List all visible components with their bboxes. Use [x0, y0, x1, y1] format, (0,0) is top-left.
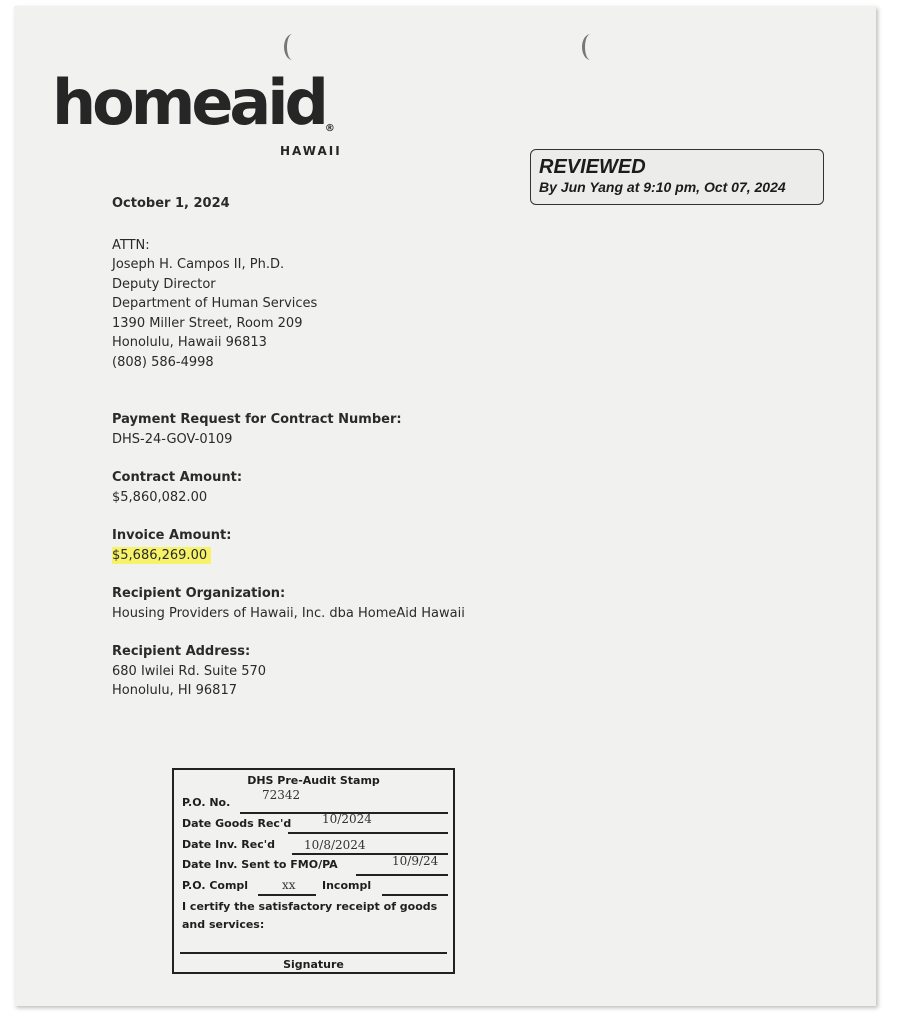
reviewed-stamp	[530, 149, 824, 205]
compl-underline	[258, 894, 316, 896]
sent-label: Date Inv. Sent to FMO/PA	[182, 858, 338, 871]
goods-underline	[288, 832, 448, 834]
goods-value: 10/2024	[322, 812, 372, 826]
attn-line: Honolulu, Hawaii 96813	[112, 335, 267, 350]
punch-hole	[582, 34, 599, 60]
reviewed-detail: By Jun Yang at 9:10 pm, Oct 07, 2024	[539, 179, 786, 195]
compl-value: xx	[282, 878, 296, 892]
recipient-address-line: 680 Iwilei Rd. Suite 570	[112, 663, 267, 679]
attn-line: 1390 Miller Street, Room 209	[112, 315, 303, 331]
incompl-underline	[382, 894, 448, 896]
reviewed-title: REVIEWED	[539, 156, 646, 178]
inv-value: 10/8/2024	[304, 838, 366, 852]
signature-label: Signature	[283, 958, 344, 971]
incompl-label: Incompl	[322, 879, 372, 892]
sent-underline	[356, 874, 448, 876]
sent-value: 10/9/24	[392, 854, 439, 868]
contract-number-label: Payment Request for Contract Number:	[112, 412, 402, 427]
stamp-title: DHS Pre-Audit Stamp	[247, 774, 380, 787]
homeaid-logo: homeaid®	[52, 66, 335, 139]
contract-amount-label: Contract Amount:	[112, 470, 243, 485]
recipient-address-line: Honolulu, HI 96817	[112, 683, 237, 698]
certify-line: I certify the satisfactory receipt of goods	[182, 900, 438, 913]
letter-body	[112, 194, 465, 701]
recipient-address-label: Recipient Address:	[112, 644, 251, 659]
signature-line	[180, 952, 447, 954]
attn-line: Department of Human Services	[112, 296, 318, 311]
pre-audit-stamp	[172, 768, 455, 974]
recipient-org-label: Recipient Organization:	[112, 586, 286, 601]
inv-label: Date Inv. Rec'd	[182, 838, 276, 851]
attn-block	[112, 236, 465, 373]
goods-label: Date Goods Rec'd	[182, 817, 292, 830]
invoice-amount: $5,686,269.00	[112, 547, 211, 564]
po-label: P.O. No.	[182, 796, 231, 809]
logo-subtitle: HAWAII	[280, 144, 342, 158]
contract-amount: $5,860,082.00	[112, 489, 208, 505]
punch-hole	[284, 34, 301, 60]
certify-line: and services:	[182, 918, 265, 931]
attn-line: Joseph H. Campos II, Ph.D.	[112, 257, 285, 272]
letter-date: October 1, 2024	[112, 196, 230, 211]
contract-number: DHS-24-GOV-0109	[112, 431, 233, 447]
attn-line: (808) 586-4998	[112, 354, 214, 370]
attn-line: ATTN:	[112, 237, 150, 253]
compl-label: P.O. Compl	[182, 879, 249, 892]
invoice-amount-label: Invoice Amount:	[112, 528, 232, 543]
po-value: 72342	[262, 788, 301, 802]
recipient-org: Housing Providers of Hawaii, Inc. dba HomeAid Hawaii	[112, 605, 465, 621]
attn-line: Deputy Director	[112, 276, 216, 292]
